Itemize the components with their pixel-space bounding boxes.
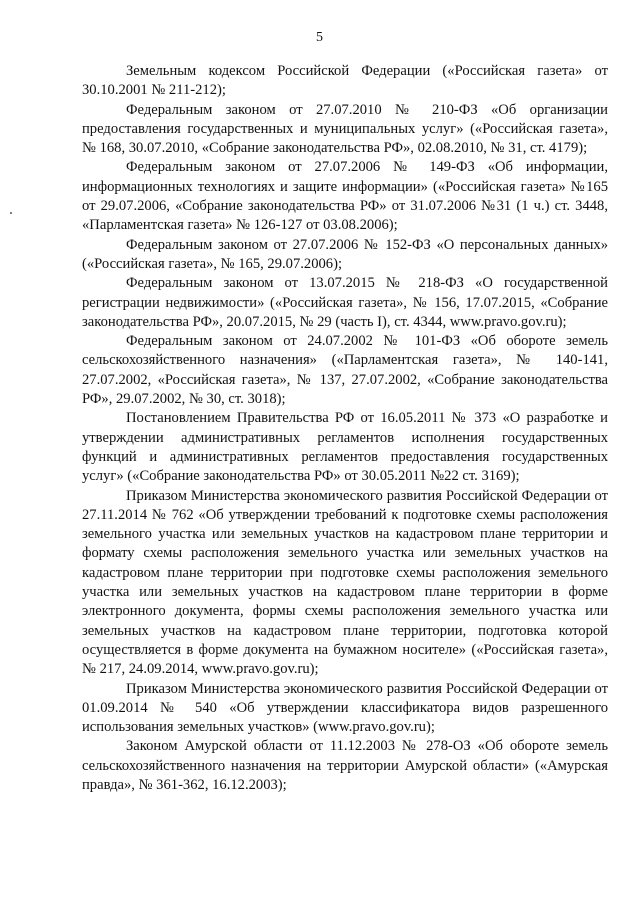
- paragraph-law-149-fz: Федеральным законом от 27.07.2006 № 149-ФЗ «Об информации, информационных технологиях и защите информации» («Российская газета» №165 от 29.07.2006, «Собрание законодательства РФ» от 31.07.2006 №31 (1 ч.) ст. 3448, «Парламентская газета» № 126-127 от 03.08.2006);: [82, 159, 608, 234]
- paragraph-law-218-fz: Федеральным законом от 13.07.2015 № 218-ФЗ «О государственной регистрации недвижимости» («Российская газета», № 156, 17.07.2015, «Собрание законодательства РФ», 20.07.2015, № 29 (часть I), ст. 4344, www.pravo.gov.ru);: [82, 275, 608, 330]
- page-number: 5: [316, 30, 323, 45]
- paragraph-law-152-fz: Федеральным законом от 27.07.2006 № 152-ФЗ «О персональных данных» («Российская газета», № 165, 29.07.2006);: [82, 236, 608, 272]
- paragraph-amur-law-278: Законом Амурской области от 11.12.2003 № 278-ОЗ «Об обороте земель сельскохозяйственного назначения на территории Амурской области» («Амурская правда», № 361-362, 16.12.2003);: [82, 738, 608, 793]
- document-body: [82, 62, 608, 795]
- paragraph-resolution-373: Постановлением Правительства РФ от 16.05.2011 № 373 «О разработке и утверждении административных регламентов исполнения государственных функций и административных регламентов предоставления государственных услуг» («Собрание законодательства РФ» от 30.05.2011 №22 ст. 3169);: [82, 410, 608, 485]
- paragraph-law-210-fz: Федеральным законом от 27.07.2010 № 210-ФЗ «Об организации предоставления государственных и муниципальных услуг» («Российская газета», № 168, 30.07.2010, «Собрание законодательства РФ», 02.08.2010, № 31, ст. 4179);: [82, 101, 608, 157]
- paragraph-law-101-fz: Федеральным законом от 24.07.2002 № 101-ФЗ «Об обороте земель сельскохозяйственного назначения» («Парламентская газета», № 140-141, 27.07.2002, «Российская газета», № 137, 27.07.2002, «Собрание законодательства РФ», 29.07.2002, № 30, ст. 3018);: [82, 333, 608, 408]
- paragraph-order-762: Приказом Министерства экономического развития Российской Федерации от 27.11.2014 № 762 «Об утверждении требований к подготовке схемы расположения земельного участка или земельных участков на кадастровом плане территории и формату схемы расположения земельного участка или земельных участков на кадастровом плане территории при подготовке схемы расположения земельного участка или земельных участков на кадастровом плане территории в форме электронного документа, формы схемы расположения земельного участка или земельных участков на кадастровом плане территории, подготовка которой осуществляется в форме документа на бумажном носителе» («Российская газета», № 217, 24.09.2014, www.pravo.gov.ru);: [82, 487, 608, 678]
- paragraph-land-code: Земельным кодексом Российской Федерации («Российская газета» от 30.10.2001 № 211-212);: [82, 63, 608, 99]
- paragraph-order-540: Приказом Министерства экономического развития Российской Федерации от 01.09.2014 № 540 «Об утверждении классификатора видов разрешенного использования земельных участков» (www.pravo.gov.ru);: [82, 680, 608, 736]
- scan-speck: [10, 212, 12, 214]
